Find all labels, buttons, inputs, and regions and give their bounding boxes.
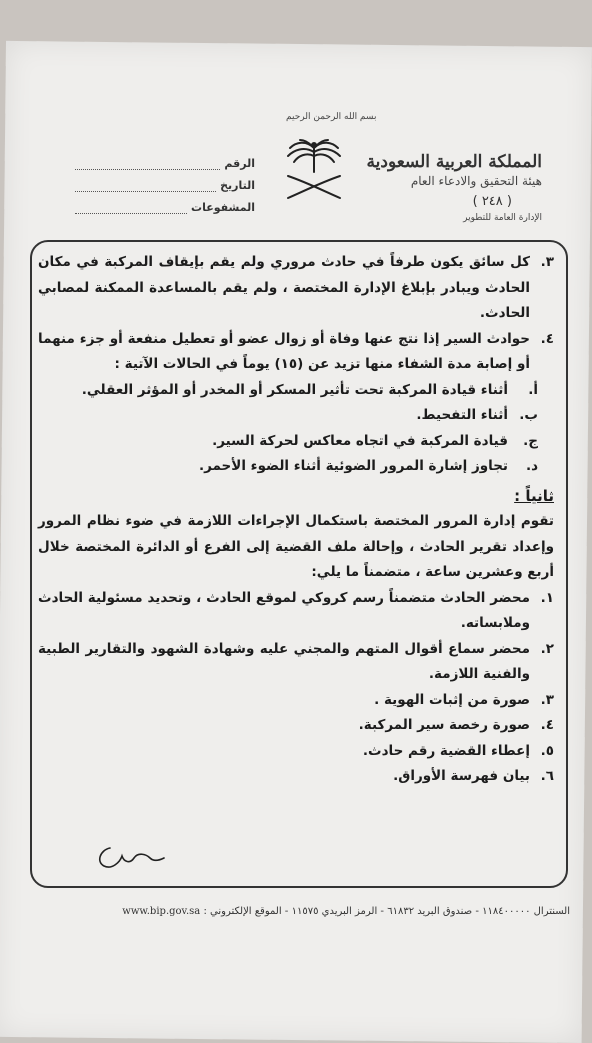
attachments-label: المشفوعات — [191, 201, 255, 214]
footer — [10, 906, 570, 917]
date-label: التاريخ — [220, 179, 255, 192]
list-item: ٥. إعطاء القضية رقم حادث. — [362, 742, 554, 759]
basmala: بسم الله الرحمن الرحيم — [286, 112, 377, 122]
footer-contact: السنترال ١١٨٤٠٠٠٠٠ - صندوق البريد ٦١٨٣٢ - الرمز البريدي ١١٥٧٥ - الموقع الإلكتروني : — [203, 906, 570, 917]
section-heading: ثانياً : — [514, 486, 554, 505]
letterhead — [367, 152, 542, 223]
reference-fields — [75, 148, 255, 214]
sub-list-item: أ. أثناء قيادة المركبة تحت تأثير المسكر أو المخدر أو المؤثر العقلي. — [81, 381, 538, 398]
department-name: الإدارة العامة للتطوير — [463, 213, 542, 223]
document-body — [38, 250, 554, 790]
list-item: ٤. صورة رخصة سير المركبة. — [358, 717, 554, 733]
form-code: ( ٢٤٨ ) — [472, 194, 512, 209]
list-item: ٣. صورة من إثبات الهوية . — [374, 691, 554, 708]
number-field — [75, 159, 220, 170]
list-item: ٣. كل سائق يكون طرفاً في حادث مروري ولم يقم بإيقاف المركبة في مكان الحادث ويبادر بإبلاغ الإدارة المختصة ، ولم يقم بالمساعدة الممكنة لمصابي الحادث. — [38, 254, 554, 321]
list-item: ١. محضر الحادث متضمناً رسم كروكي لموقع الحادث ، وتحديد مسئولية الحادث وملابساته. — [38, 589, 554, 631]
attachments-field — [75, 203, 187, 214]
number-label: الرقم — [224, 157, 255, 170]
signature — [90, 828, 170, 878]
list-item: ٤. حوادث السير إذا نتج عنها وفاة أو زوال عضو أو تعطيل منفعة أو جزء منهما أو إصابة مدة الشفاء منها تزيد عن (١٥) يوماً في الحالات الآتية : — [38, 330, 554, 372]
date-field — [75, 181, 216, 192]
kingdom-name: المملكة العربية السعودية — [366, 152, 542, 172]
sub-list-item: ج. قيادة المركبة في اتجاه معاكس لحركة السير. — [212, 432, 538, 449]
saudi-emblem-icon — [278, 136, 350, 204]
authority-name: هيئة التحقيق والادعاء العام — [410, 174, 542, 188]
sub-list-item: ب. أثناء التفحيط. — [416, 407, 538, 423]
website-link[interactable]: www.bip.gov.sa — [122, 906, 201, 917]
sub-list-item: د. تجاوز إشارة المرور الضوئية أثناء الضوء الأحمر. — [198, 458, 538, 474]
section-intro: تقوم إدارة المرور المختصة باستكمال الإجراءات اللازمة في ضوء نظام المرور وإعداد تقرير الحادث ، وإحالة ملف القضية إلى الفرع أو الدائرة المختصة خلال أربع وعشرين ساعة ، متضمناً ما يلي: — [38, 513, 554, 580]
list-item: ٦. بيان فهرسة الأوراق. — [393, 768, 554, 784]
list-item: ٢. محضر سماع أقوال المتهم والمجني عليه وشهادة الشهود والتقارير الطبية والفنية اللازمة. — [38, 640, 554, 682]
